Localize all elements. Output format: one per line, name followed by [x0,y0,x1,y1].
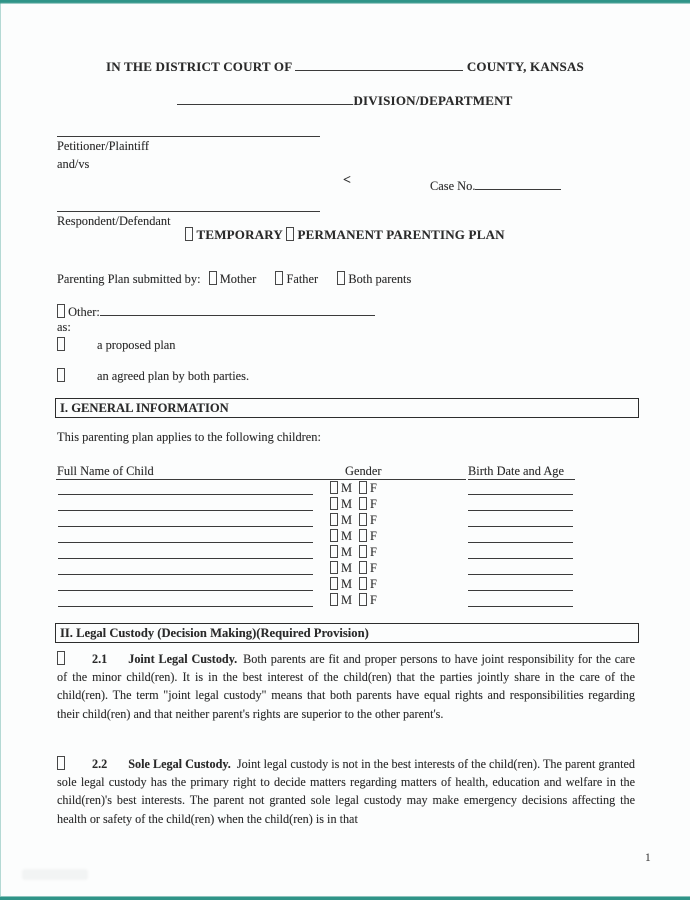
gender-female-label: F [370,497,377,511]
col-header-name: Full Name of Child [57,464,154,478]
case-no-label: Case No. [430,179,476,193]
option-both-parents: Both parents [348,272,412,286]
court-heading [0,58,690,75]
agreed-plan-label: an agreed plan by both parties. [97,369,250,383]
birth-date-field[interactable] [468,606,573,607]
provision-2-1 [57,650,635,723]
gender-male-label: M [341,481,353,495]
gender-female-label: F [370,513,377,527]
checkbox-mother-icon[interactable] [209,271,217,285]
court-heading-suffix: COUNTY, KANSAS [466,59,584,74]
checkbox-male-icon[interactable] [330,529,338,542]
other-row [57,303,375,320]
checkbox-other-icon[interactable] [57,304,65,318]
child-row [0,527,690,543]
county-name-field[interactable] [295,58,463,71]
case-no-group [430,177,561,194]
respondent-name-field[interactable] [57,211,320,212]
scan-edge-bottom [0,896,690,900]
scan-edge-left [0,0,1,900]
child-row [0,543,690,559]
division-name-field[interactable] [177,92,353,105]
checkbox-male-icon[interactable] [330,593,338,606]
gender-female-label: F [370,529,377,543]
child-name-field[interactable] [58,606,313,607]
checkbox-female-icon[interactable] [359,593,367,606]
section-2-heading: II. Legal Custody (Decision Making)(Required Provision) [55,623,639,643]
checkbox-sole-custody-icon[interactable] [57,756,65,770]
child-row [0,511,690,527]
caret-mark: < [343,173,351,188]
case-no-field[interactable] [475,177,561,190]
court-heading-prefix: IN THE DISTRICT COURT OF [105,59,292,74]
respondent-label: Respondent/Defendant [57,214,171,228]
submitted-by-label: Parenting Plan submitted by: [57,272,201,286]
title-temporary: TEMPORARY [196,227,284,242]
section-1-heading: I. GENERAL INFORMATION [55,398,639,418]
checkbox-male-icon[interactable] [330,481,338,494]
provision-2-1-title: Joint Legal Custody. [128,652,238,666]
petitioner-name-field[interactable] [57,136,320,137]
gender-male-label: M [341,513,353,527]
checkbox-female-icon[interactable] [359,497,367,510]
provision-2-2-number: 2.2 [92,757,108,771]
child-row [0,479,690,495]
checkbox-male-icon[interactable] [330,545,338,558]
and-vs-label: and/vs [57,157,90,171]
gender-cell [330,528,384,544]
checkbox-female-icon[interactable] [359,529,367,542]
checkbox-female-icon[interactable] [359,545,367,558]
other-field[interactable] [100,303,375,316]
gender-cell [330,560,384,576]
gender-cell [330,544,384,560]
scan-edge-top [0,0,690,4]
col-header-birth: Birth Date and Age [468,464,565,478]
division-heading [0,92,690,109]
as-label: as: [57,320,71,334]
gender-cell [330,592,384,608]
provision-2-1-body: Both parents are fit and proper persons to have joint responsibility for the care of the minor child(ren). It is in the best interest of the child(ren) that the parties jointly share in the care of the child(ren). The term "joint legal custody" means that both parents have equal rights and responsibilities regarding their child(ren) and that neither parent's rights are superior to the other parent's. [57,652,635,721]
division-label: DIVISION/DEPARTMENT [353,93,513,108]
checkbox-male-icon[interactable] [330,561,338,574]
checkbox-both-parents-icon[interactable] [337,271,345,285]
checkbox-male-icon[interactable] [330,513,338,526]
option-father: Father [286,272,319,286]
checkbox-male-icon[interactable] [330,497,338,510]
page-number: 1 [645,852,651,864]
checkbox-female-icon[interactable] [359,513,367,526]
gender-cell [330,576,384,592]
document-title [0,227,690,243]
agreed-plan-row [57,368,249,384]
provision-2-2 [57,755,635,828]
gender-female-label: F [370,577,377,591]
other-label: Other: [68,305,100,319]
gender-cell [330,496,384,512]
title-permanent: PERMANENT PARENTING PLAN [297,227,505,242]
gender-female-label: F [370,561,377,575]
checkbox-temporary-icon[interactable] [185,227,193,241]
proposed-plan-row [57,337,175,353]
col-header-gender: Gender [345,464,382,478]
child-row [0,591,690,607]
gender-male-label: M [341,529,353,543]
provision-2-2-title: Sole Legal Custody. [128,757,231,771]
provision-2-2-body: Joint legal custody is not in the best interests of the child(ren). The parent granted sole legal custody has the primary right to decide matters regarding matters of health, education and welfare in the child(ren)'s best interests. The parent not granted sole legal custody may make emergency decisions affecting the health or safety of the child(ren) when the child(ren) is in that [57,757,636,826]
checkbox-proposed-plan-icon[interactable] [57,337,65,351]
petitioner-label: Petitioner/Plaintiff [57,139,150,153]
checkbox-agreed-plan-icon[interactable] [57,368,65,382]
section-1-intro: This parenting plan applies to the following children: [57,430,321,444]
checkbox-male-icon[interactable] [330,577,338,590]
checkbox-permanent-icon[interactable] [286,227,294,241]
gender-female-label: F [370,593,377,607]
gender-male-label: M [341,497,353,511]
child-row [0,559,690,575]
checkbox-joint-custody-icon[interactable] [57,651,65,665]
gender-cell [330,480,384,496]
gender-male-label: M [341,593,353,607]
child-row [0,575,690,591]
submitted-by-row [57,271,411,287]
child-row [0,495,690,511]
gender-male-label: M [341,561,353,575]
gender-cell [330,512,384,528]
option-mother: Mother [219,272,257,286]
gender-female-label: F [370,545,377,559]
checkbox-father-icon[interactable] [275,271,283,285]
checkbox-female-icon[interactable] [359,561,367,574]
scan-artifact [22,869,88,880]
gender-male-label: M [341,577,353,591]
checkbox-female-icon[interactable] [359,481,367,494]
proposed-plan-label: a proposed plan [97,338,176,352]
checkbox-female-icon[interactable] [359,577,367,590]
provision-2-1-number: 2.1 [92,652,108,666]
gender-male-label: M [341,545,353,559]
gender-female-label: F [370,481,377,495]
